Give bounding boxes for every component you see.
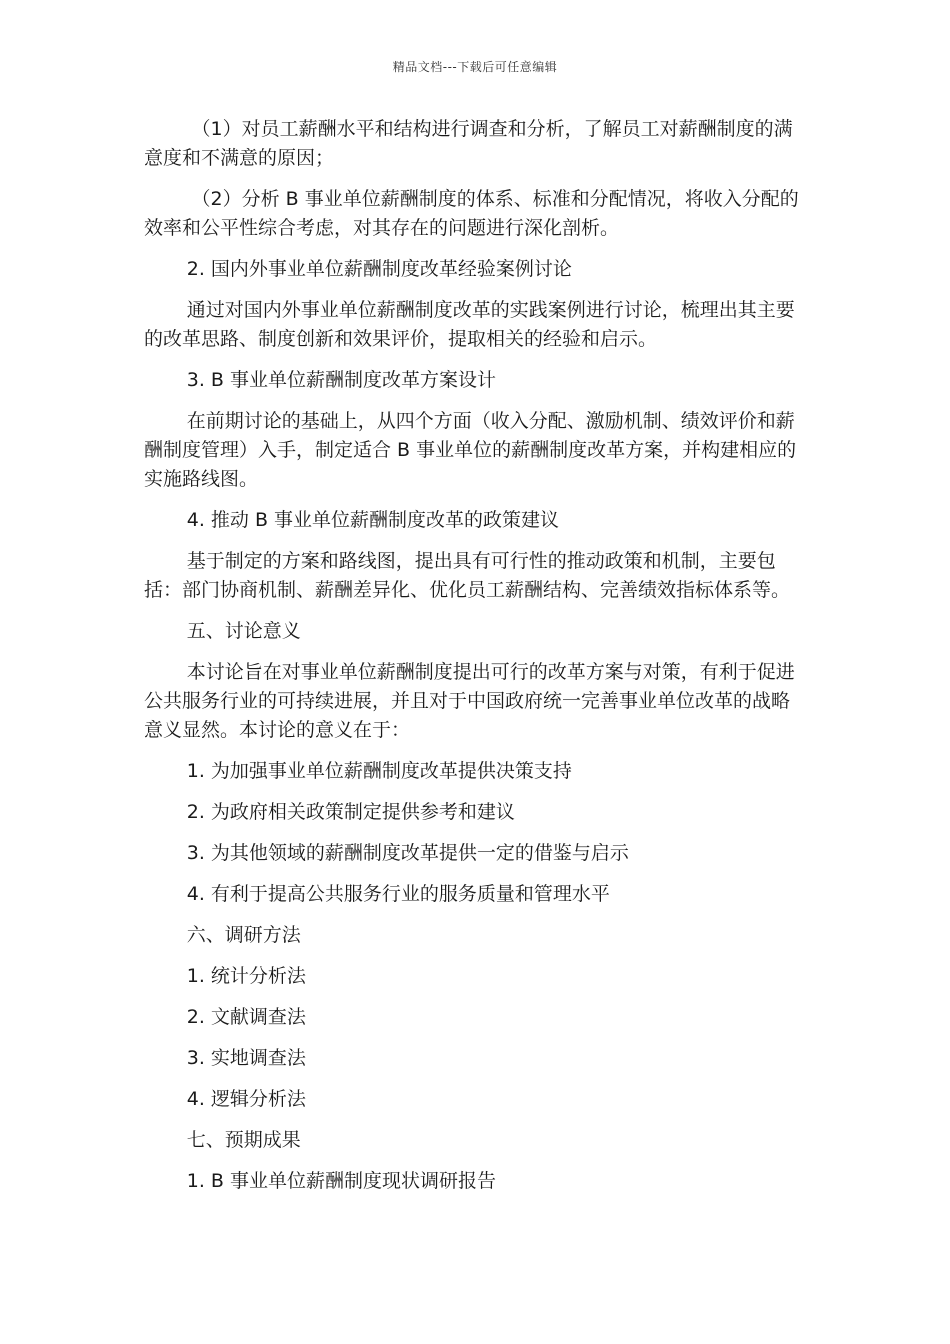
section-heading-methods: 六、调研方法	[186, 924, 301, 946]
heading-policy-advice: 4. 推动 B 事业单位薪酬制度改革的政策建议	[186, 509, 560, 531]
list-item-method-4: 4. 逻辑分析法	[186, 1088, 306, 1110]
section-heading-outcomes: 七、预期成果	[186, 1129, 301, 1151]
paragraph-policy-advice: 基于制定的方案和路线图，提出具有可行性的推动政策和机制，主要包括：部门协商机制、薪酬差异化、优化员工薪酬结构、完善绩效指标体系等。	[144, 550, 791, 601]
paragraph-research-item-2: （2）分析 B 事业单位薪酬制度的体系、标准和分配情况，将收入分配的效率和公平性综合考虑，对其存在的问题进行深化剖析。	[144, 188, 799, 239]
heading-case-discussion: 2. 国内外事业单位薪酬制度改革经验案例讨论	[186, 258, 572, 280]
paragraph-significance: 本讨论旨在对事业单位薪酬制度提出可行的改革方案与对策，有利于促进公共服务行业的可持续进展，并且对于中国政府统一完善事业单位改革的战略意义显然。本讨论的意义在于：	[144, 661, 795, 741]
list-item-significance-3: 3. 为其他领域的薪酬制度改革提供一定的借鉴与启示	[186, 842, 629, 864]
document-body	[144, 115, 806, 1208]
list-item-method-1: 1. 统计分析法	[186, 965, 306, 987]
list-item-outcome-1: 1. B 事业单位薪酬制度现状调研报告	[186, 1170, 496, 1192]
list-item-significance-4: 4. 有利于提高公共服务行业的服务质量和管理水平	[186, 883, 610, 905]
paragraph-reform-design: 在前期讨论的基础上，从四个方面（收入分配、激励机制、绩效评价和薪酬制度管理）入手，制定适合 B 事业单位的薪酬制度改革方案，并构建相应的实施路线图。	[144, 410, 797, 490]
page-header: 精品文档---下载后可任意编辑	[392, 60, 558, 74]
paragraph-case-discussion: 通过对国内外事业单位薪酬制度改革的实践案例进行讨论，梳理出其主要的改革思路、制度创新和效果评价，提取相关的经验和启示。	[144, 299, 795, 350]
section-heading-significance: 五、讨论意义	[186, 620, 301, 642]
list-item-significance-1: 1. 为加强事业单位薪酬制度改革提供决策支持	[186, 760, 572, 782]
list-item-method-3: 3. 实地调查法	[186, 1047, 306, 1069]
list-item-method-2: 2. 文献调查法	[186, 1006, 306, 1028]
list-item-significance-2: 2. 为政府相关政策制定提供参考和建议	[186, 801, 515, 823]
heading-reform-design: 3. B 事业单位薪酬制度改革方案设计	[186, 369, 496, 391]
paragraph-research-item-1: （1）对员工薪酬水平和结构进行调查和分析，了解员工对薪酬制度的满意度和不满意的原因；	[144, 118, 793, 169]
